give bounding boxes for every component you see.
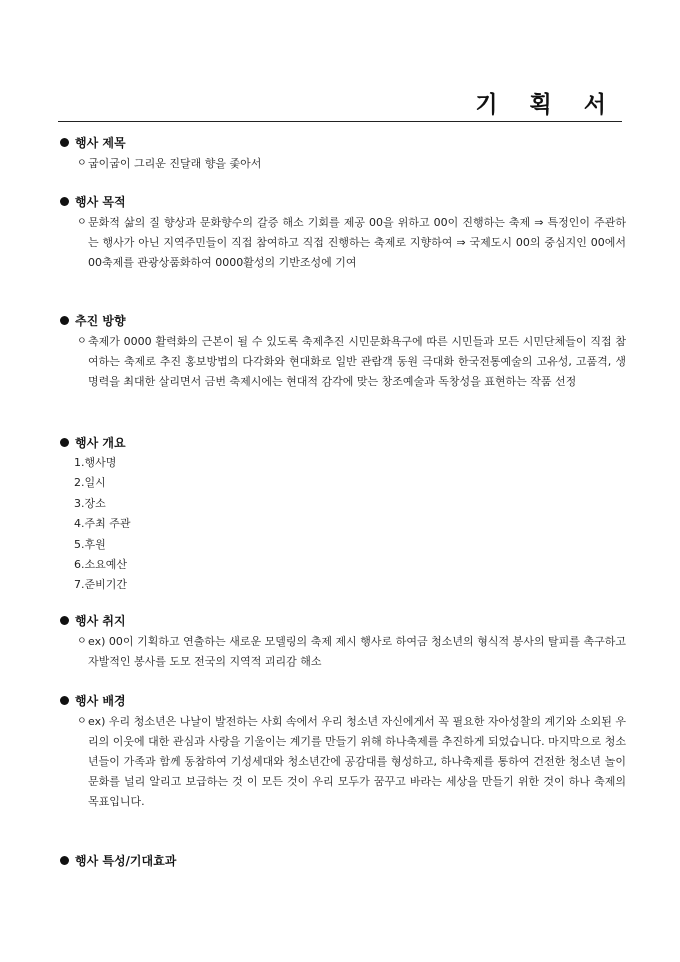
heading-text: 행사 제목 [75, 135, 126, 150]
section-paragraph [77, 712, 626, 812]
bullet-dot-icon [60, 616, 69, 625]
bullet-dot-icon [60, 696, 69, 705]
section-heading [60, 691, 626, 709]
section-overview [60, 433, 626, 596]
paragraph-text: 굽이굽이 그리운 진달래 향을 좇아서 [88, 157, 262, 170]
heading-text: 행사 목적 [75, 194, 126, 209]
list-item: 7.준비기간 [74, 578, 127, 592]
bullet-dot-icon [60, 316, 69, 325]
paragraph-text: ex) 00이 기획하고 연출하는 새로운 모델링의 축제 제시 행사로 하여금 청소년의 형식적 봉사의 탈피를 촉구하고 자발적인 봉사를 도모 전국의 지역적 괴리감 해소 [88, 635, 626, 668]
paragraph-text: 축제가 0000 활력화의 근본이 될 수 있도록 축제추진 시민문화욕구에 따른 시민들과 모든 시민단체들이 직접 참여하는 축제로 추진 홍보방법의 다각화와 현대화로 일반 관람객 동원 극대화 한국전통예술의 고유성, 고품격, 생명력을 최대한 살리면서 금번 축제시에는 현대적 감각에 맞는 창조예술과 독창성을 표현하는 작품 선정 [88, 335, 626, 388]
list-item: 4.주최 주관 [74, 517, 131, 531]
ring-bullet-icon: ㅇ [77, 217, 87, 228]
section-heading [60, 133, 626, 151]
section-features-effects [60, 851, 626, 869]
list-item: 1.행사명 [74, 456, 117, 469]
section-paragraph [77, 213, 626, 273]
section-heading [60, 311, 626, 329]
section-paragraph [77, 154, 626, 174]
section-direction [60, 311, 626, 392]
bullet-dot-icon [60, 138, 69, 147]
heading-text: 행사 취지 [75, 613, 126, 628]
section-paragraph [77, 632, 626, 672]
section-heading [60, 611, 626, 629]
section-paragraph [77, 332, 626, 392]
bullet-dot-icon [60, 197, 69, 206]
paragraph-text: ex) 우리 청소년은 나날이 발전하는 사회 속에서 우리 청소년 자신에게서 꼭 필요한 자아성찰의 계기와 소외된 우리의 이웃에 대한 관심과 사랑을 기울이는 계기를 만들기 위해 하나축제를 추진하게 되었습니다. 마지막으로 청소년들이 가족과 함께 동참하여 기성세대와 청소년간에 공감대를 형성하고, 하나축제를 통하여 건전한 청소년 놀이문화를 널리 알리고 보급하는 것 이 모든 것이 우리 모두가 꿈꾸고 바라는 세상을 만들기 위한 것이 하나 축제의 목표입니다. [88, 715, 626, 808]
list-item: 2.일시 [74, 476, 106, 490]
section-intent [60, 611, 626, 672]
document-title: 기 획 서 [475, 91, 618, 118]
ring-bullet-icon: ㅇ [77, 716, 87, 727]
list-item: 6.소요예산 [74, 558, 127, 572]
bullet-dot-icon [60, 438, 69, 447]
heading-text: 추진 방향 [75, 313, 126, 328]
section-event-title [60, 133, 626, 174]
section-heading [60, 851, 626, 869]
section-event-purpose [60, 192, 626, 273]
heading-text: 행사 개요 [75, 435, 126, 450]
ring-bullet-icon: ㅇ [77, 636, 87, 647]
bullet-dot-icon [60, 856, 69, 865]
paragraph-text: 문화적 삶의 질 향상과 문화향수의 갈증 해소 기회를 제공 00을 위하고 00이 진행하는 축제 ⇒ 특정인이 주관하는 행사가 아닌 지역주민들이 직접 참여하고 직접 진행하는 축제로 지향하여 ⇒ 국제도시 00의 중심지인 00에서 00축제를 관광상품화하여 0000활성의 기반조성에 기여 [88, 216, 626, 269]
heading-text: 행사 배경 [75, 693, 126, 708]
title-divider [58, 121, 622, 122]
list-item: 3.장소 [74, 496, 106, 510]
heading-text: 행사 특성/기대효과 [75, 853, 177, 868]
list-item: 5.후원 [74, 537, 106, 551]
overview-list [74, 453, 626, 596]
section-background [60, 691, 626, 812]
ring-bullet-icon: ㅇ [77, 158, 87, 169]
ring-bullet-icon: ㅇ [77, 336, 87, 347]
section-heading [60, 192, 626, 210]
section-heading [60, 433, 626, 451]
